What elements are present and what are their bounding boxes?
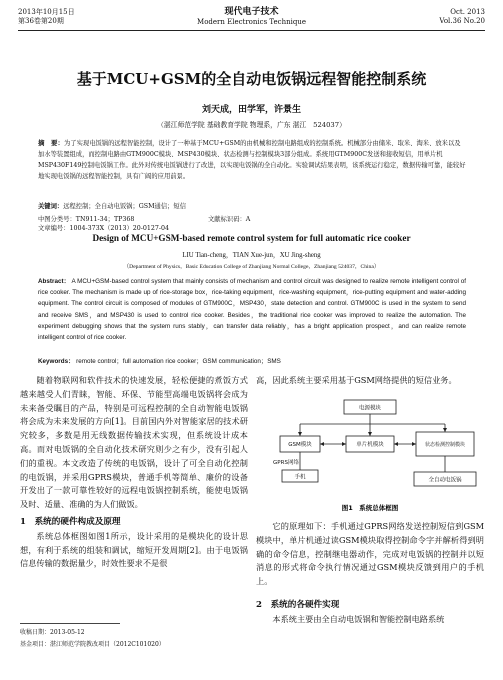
footnote bbox=[20, 627, 248, 651]
paper-authors: 刘天成，田学军，许景生 bbox=[201, 105, 301, 115]
left-column bbox=[20, 374, 248, 571]
clc-number: 中图分类号：TN911-34；TP368 bbox=[38, 216, 135, 223]
paper-affiliation-en: （Department of Physics，Basic Education College of Zhanjiang Normal College，Zhanjiang 524037，China） bbox=[123, 264, 380, 270]
label-power: 电源模块 bbox=[358, 405, 382, 412]
header-journal bbox=[0, 7, 503, 27]
journal-name-en: Modern Electronics Technique bbox=[197, 18, 306, 26]
label-cooker: 全自动电饭锅 bbox=[428, 477, 462, 484]
keywords-en bbox=[38, 356, 466, 365]
paper-title-en: Design of MCU+GSM-based remote control system for full automatic rice cooker bbox=[92, 233, 411, 243]
figure-caption: 图1 系统总体框图 bbox=[341, 504, 399, 512]
abstract-en bbox=[38, 276, 466, 343]
section-2-text: 本系统主要由全自动电饭锅和智能控制电路系统 bbox=[272, 613, 445, 624]
abstract-en-text: A MCU+GSM-based control system that mainly consists of mechanism and control circuit was designed to realize remote intelligent control of rice cooker. The mechanism is made up of rice-storage box，rice-taking equipment，rice-washing equipment，rice-putting equipment and water-adding equipment. The control circuit is composed of modules of GTM900C，MSP430，state detection and control. GTM900C is used in the system to send and receive SMS，and MSP430 is used to control rice cooker. Besides，the traditional rice cooker was improved to realize the automation. The experiment debugging shows that the system runs stably，can transfer data reliably，has a bright application prospect，and can realize remote intelligent control of rice cooker. bbox=[38, 278, 467, 342]
right-column-body bbox=[256, 520, 484, 627]
received-date: 收稿日期：2013-05-12 bbox=[20, 629, 85, 636]
label-gsm: GSM模块 bbox=[288, 442, 312, 448]
abstract-cn-text: 为了实现电饭锅的远程智能控制，设计了一种基于MCU+GSM的由机械和控制电路组成的控制系统。机械部分由储米、取米、淘米、放米以及加水等装置组成，而控制电路由GTM900C模块、MSP430模块、状态检测与控制模块3部分组成。系统用GTM900C发送和接收短信，用单片机MSP430F149控制电饭锅工作。此外对传统电饭锅进行了改进，以实现电饭锅的全自动化。实验调试结果表明，该系统运行稳定，数据传输可靠，能较好地实现电饭锅的远程智能控制，具有广阔的应用前景。 bbox=[38, 140, 466, 180]
principle-paragraph: 它的原理如下：手机通过GPRS网络发送控制短信到GSM模块中，单片机通过读GSM模块取得控制命令字并解析得到明确的命令信息，控制继电器动作，完成对电饭锅的控制并以短消息的形式将命令执行情况通过GSM模块反馈到用户的手机上。 bbox=[256, 521, 484, 587]
header-rule bbox=[18, 30, 485, 31]
header-issue-en bbox=[439, 8, 485, 26]
issue-volume: 第36卷第20期 bbox=[18, 17, 64, 25]
label-phone: 手机 bbox=[294, 474, 306, 481]
article-number: 文章编号：1004-373X（2013）20-0127-04 bbox=[38, 225, 170, 232]
footnote-rule bbox=[20, 623, 120, 624]
paper-title: 基于MCU+GSM的全自动电饭锅远程智能控制系统 bbox=[76, 70, 427, 88]
volume-en: Vol.36 No.20 bbox=[439, 17, 485, 25]
system-block-diagram bbox=[256, 392, 484, 514]
keywords-cn-label: 关键词： bbox=[38, 203, 64, 210]
keywords-cn-text: 远程控制；全自动电饭锅；GSM通信；短信 bbox=[63, 203, 187, 210]
abstract-cn bbox=[38, 138, 466, 182]
section-1-heading: 1 系统的硬件构成及原理 bbox=[20, 516, 121, 527]
label-gprs: GPRS网络 bbox=[273, 460, 299, 466]
label-mcu: 单片机模块 bbox=[356, 442, 384, 448]
date-en: Oct. 2013 bbox=[450, 8, 485, 16]
issue-date: 2013年10月15日 bbox=[18, 8, 75, 16]
intro-paragraph: 随着物联网和软件技术的快速发展，轻松便捷的煮饭方式越来越受人们青睐，智能、环保、节能型高端电饭锅将会成为未来备受瞩目的产品，特别是可远程控制的全自动智能电饭锅将会成为未来发展的方向[1]。目前国内外对智能家居的技术研究较多，多数是用无线数据传输技术实现，但系统设计成本高。而对电饭锅的全自动化技术研究则少之有少，没有引起人们的重视。本文改造了传统的电饭锅，设计了可全自动化控制的电饭锅，并采用GPRS模块，普通手机等简单、廉价的设备开发出了一款可靠性较好的远程电饭锅控制系统，能使电饭锅及时、适量、准确的为人们做饭。 bbox=[20, 375, 248, 510]
keywords-en-text: remote control；full automation rice cooker；GSM communication；SMS bbox=[76, 358, 281, 365]
section-1-text: 系统总体框图如图1所示，设计采用的是模块化的设计思想，有利于系统的组装和调试，缩短开发周期[2]。由于电饭锅信息传输的数据量少，时效性要求不是很 bbox=[20, 530, 248, 569]
section-2-heading: 2 系统的各硬件实现 bbox=[256, 599, 340, 610]
keywords-en-label: Keywords： bbox=[38, 358, 75, 365]
doc-code: 文献标识码：A bbox=[208, 216, 251, 223]
journal-name-cn: 现代电子技术 bbox=[224, 7, 279, 17]
fund-project: 基金项目：湛江师范学院教改项目（2012C101020） bbox=[20, 641, 165, 648]
right-column-top: 高，因此系统主要采用基于GSM网络提供的短信业务。 bbox=[256, 375, 457, 385]
paper-affiliation: （湛江师范学院 基础教育学院 物理系，广东 湛江 524037） bbox=[157, 121, 346, 129]
keywords-cn bbox=[38, 201, 466, 210]
paper-authors-en: LIU Tian-cheng，TIAN Xue-jun，XU Jing-sheng bbox=[182, 252, 321, 259]
abstract-cn-label: 摘 要： bbox=[38, 139, 64, 147]
label-state: 状态检测控制模块 bbox=[424, 442, 466, 448]
classification-line bbox=[38, 214, 466, 232]
abstract-en-label: Abstract： bbox=[38, 278, 70, 285]
